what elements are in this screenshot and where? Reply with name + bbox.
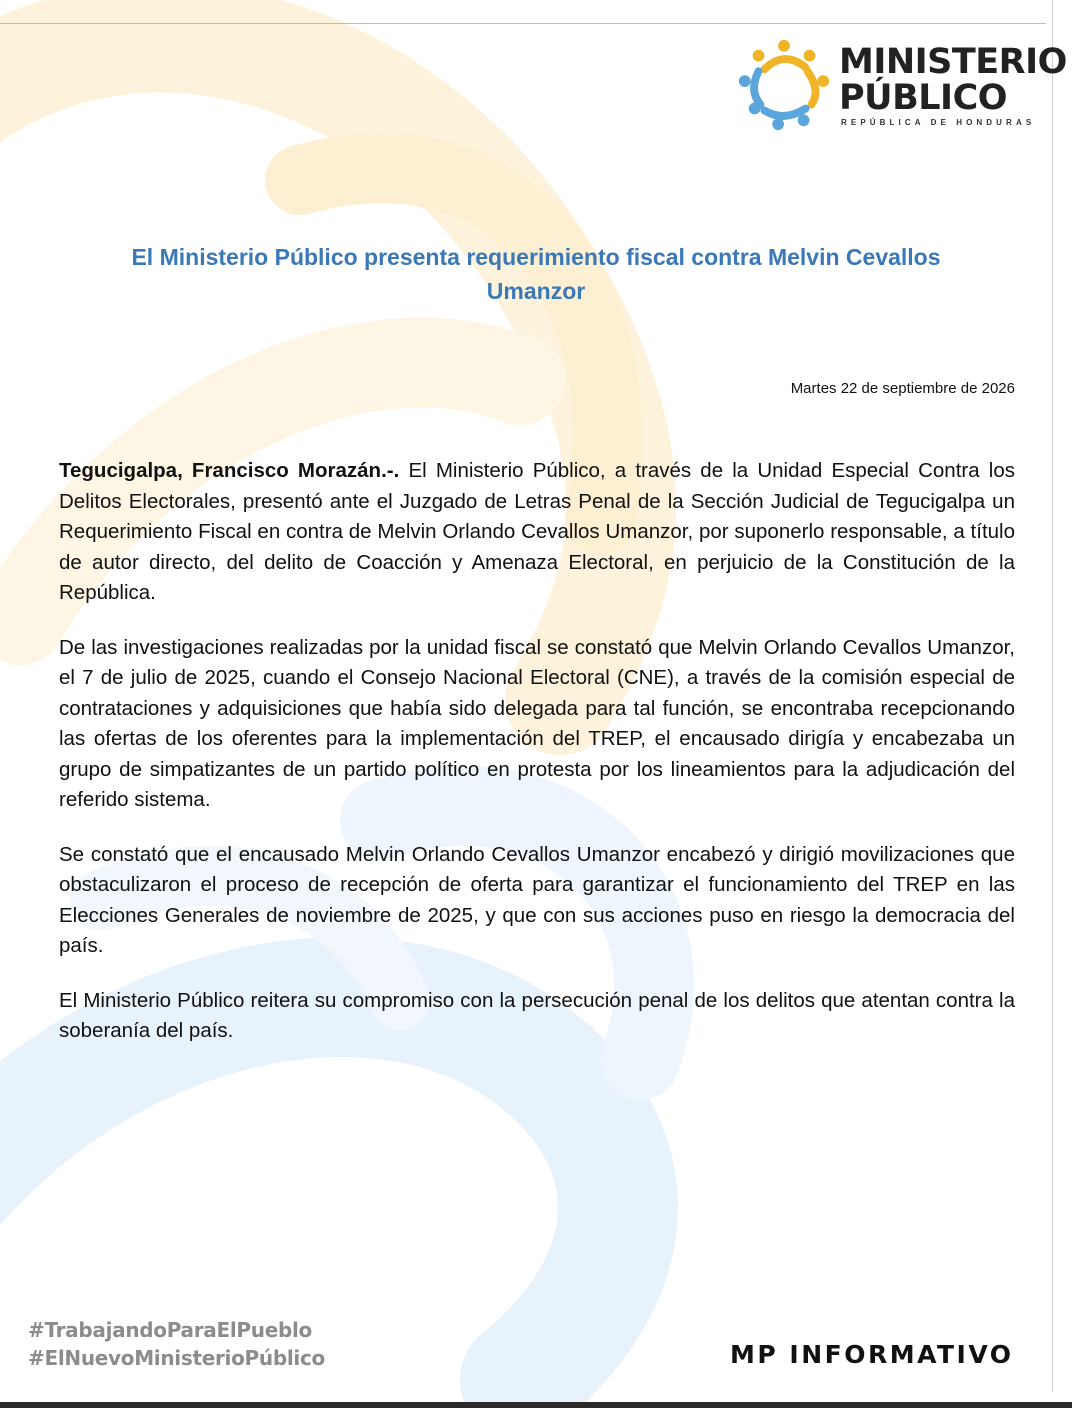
paragraph-4: El Ministerio Público reitera su compromiso con la persecución penal de los delitos que atentan contra la soberanía del país.: [59, 988, 1015, 1042]
document-body: [59, 456, 1015, 1071]
right-divider: [1052, 0, 1053, 1392]
logo-wordmark-line1: MINISTERIO: [839, 42, 1067, 82]
paragraph-1: [59, 456, 1015, 609]
document-title: El Ministerio Público presenta requerimiento fiscal contra Melvin Cevallos Umanzor: [131, 244, 941, 304]
logo-wordmark-line2: PÚBLICO: [839, 78, 1008, 118]
bottom-bar: [0, 1402, 1072, 1408]
logo-subtitle: REPÚBLICA DE HONDURAS: [841, 118, 1036, 127]
footer-brand: MP INFORMATIVO: [730, 1340, 1014, 1369]
footer-hashtags: [28, 1316, 325, 1372]
people-circle-logo-icon: [735, 36, 833, 134]
paragraph-1-text: El Ministerio Público, a través de la Unidad Especial Contra los Delitos Electorales, presentó ante el Juzgado de Letras Penal de la Sección Judicial de Tegucigalpa un Requerimiento Fiscal en contra de Melvin Orlando Cevallos Umanzor, por suponerlo responsable, a título de autor directo, del delito de Coacción y Amenaza Electoral, en perjuicio de la Constitución de la República.: [59, 459, 1015, 604]
paragraph-2: De las investigaciones realizadas por la unidad fiscal se constató que Melvin Orlando Cevallos Umanzor, el 7 de julio de 2025, cuando el Consejo Nacional Electoral (CNE), a través de la comisión especial de contrataciones y adquisiciones que había sido delegada para tal función, se encontraba recepcionando las ofertas de los oferentes para la implementación del TREP, el encausado dirigía y encabezaba un grupo de simpatizantes de un partido político en protesta por los lineamientos para la adjudicación del referido sistema.: [59, 635, 1015, 811]
ministerio-publico-logo: [735, 36, 1067, 136]
hashtag-trabajando: #TrabajandoParaElPueblo: [28, 1318, 312, 1342]
paragraph-1-lead: Tegucigalpa, Francisco Morazán.-.: [59, 459, 400, 482]
document-date: Martes 22 de septiembre de 2026: [790, 380, 1015, 397]
hashtag-nuevo-ministerio: #ElNuevoMinisterioPúblico: [28, 1346, 325, 1370]
top-divider: [0, 23, 1046, 24]
paragraph-3: Se constató que el encausado Melvin Orlando Cevallos Umanzor encabezó y dirigió movilizaciones que obstaculizaron el proceso de recepción de oferta para garantizar el funcionamiento del TREP en las Elecciones Generales de noviembre de 2025, y que con sus acciones puso en riesgo la democracia del país.: [59, 842, 1015, 957]
